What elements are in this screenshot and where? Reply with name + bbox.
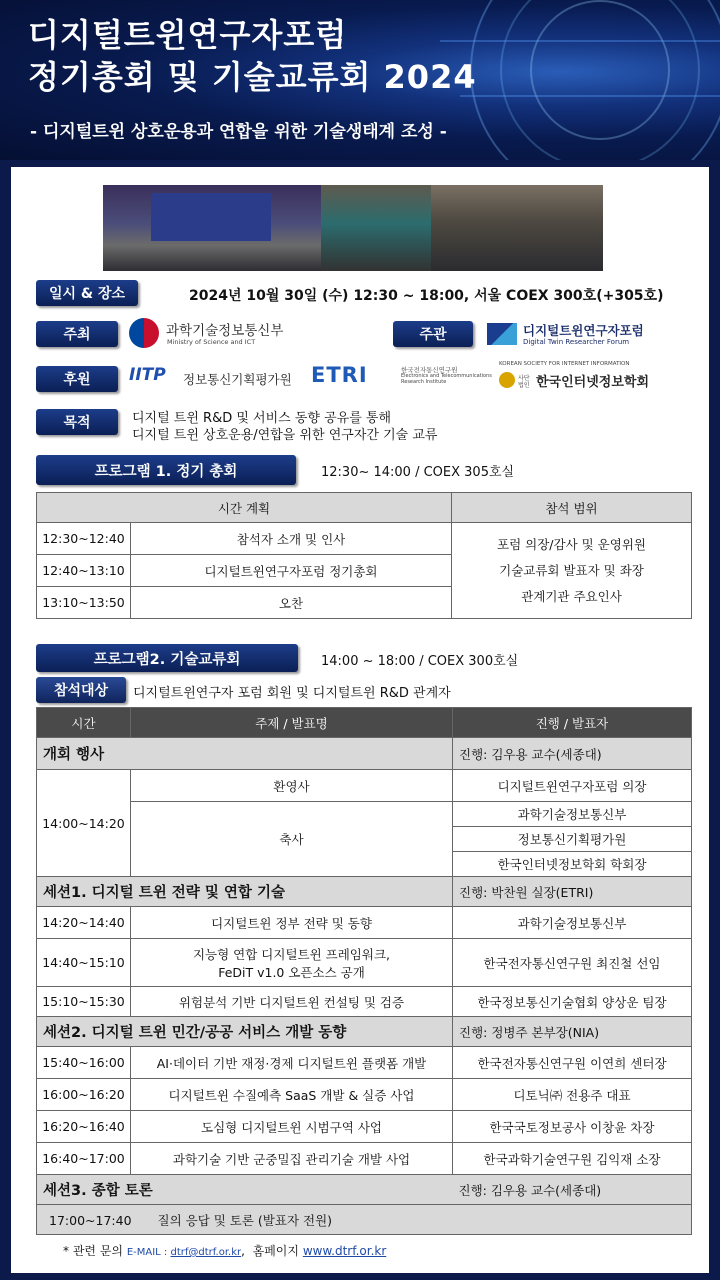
host-org: 과학기술정보통신부 bbox=[166, 323, 284, 339]
table-row bbox=[37, 1143, 692, 1175]
purpose-line-1: 디지털 트윈 R&D 및 서비스 동향 공유를 통해 bbox=[132, 411, 392, 426]
footer-contact bbox=[63, 1242, 386, 1259]
table-row bbox=[37, 523, 692, 555]
host-label: 주최 bbox=[36, 321, 118, 347]
section-title: 세션3. 종합 토론 bbox=[37, 1175, 453, 1205]
row-time: 16:40~17:00 bbox=[37, 1143, 131, 1175]
row-presenter: 한국국토정보공사 이창윤 차장 bbox=[453, 1111, 692, 1143]
program2-label: 프로그램2. 기술교류회 bbox=[36, 644, 298, 672]
row-presenter: 한국전자통신연구원 최진철 선임 bbox=[453, 939, 692, 987]
content-card bbox=[8, 164, 712, 1276]
row-presenter: 한국정보통신기술협회 양상운 팀장 bbox=[453, 987, 692, 1017]
row-time: 14:00~14:20 bbox=[37, 770, 131, 877]
row-time: 13:10~13:50 bbox=[37, 587, 131, 619]
etri-logo-icon: ETRI bbox=[311, 363, 368, 387]
row-presenter: 디지털트윈연구자포럼 의장 bbox=[453, 770, 692, 802]
header-banner bbox=[0, 0, 720, 160]
table-row bbox=[37, 770, 692, 802]
col-attendance: 참석 범위 bbox=[452, 493, 692, 523]
row-item: 참석자 소개 및 인사 bbox=[131, 523, 452, 555]
footer-prefix: * 관련 문의 bbox=[63, 1244, 123, 1258]
row-topic: 위험분석 기반 디지털트윈 컨설팅 및 검증 bbox=[131, 987, 453, 1017]
msit-logo-icon bbox=[129, 318, 159, 348]
email-link[interactable]: dtrf@dtrf.or.kr bbox=[170, 1247, 242, 1258]
table-row bbox=[37, 987, 692, 1017]
row-closing bbox=[37, 1205, 692, 1235]
section-row-2 bbox=[37, 1017, 692, 1047]
col-time-plan: 시간 계획 bbox=[37, 493, 452, 523]
program1-label: 프로그램 1. 정기 총회 bbox=[36, 455, 296, 485]
program1-time: 12:30~ 14:00 / COEX 305호실 bbox=[321, 465, 515, 480]
row-time: 15:40~16:00 bbox=[37, 1047, 131, 1079]
row-topic: 과학기술 기반 군중밀집 관리기술 개발 사업 bbox=[131, 1143, 453, 1175]
row-time: 14:20~14:40 bbox=[37, 907, 131, 939]
program2-table bbox=[36, 707, 692, 1235]
host-org-en: Ministry of Science and ICT bbox=[167, 338, 256, 346]
row-time: 16:00~16:20 bbox=[37, 1079, 131, 1111]
program1-table bbox=[36, 492, 692, 619]
row-presenter: 디토닉㈜ 전용주 대표 bbox=[453, 1079, 692, 1111]
homepage-label: 홈페이지 bbox=[252, 1244, 299, 1258]
date-value: 2024년 10월 30일 (수) 12:30 ~ 18:00, 서울 COEX 300호(+305호) bbox=[189, 288, 664, 304]
sponsor-label: 후원 bbox=[36, 366, 118, 392]
decor-ring bbox=[530, 0, 670, 140]
section-title: 개회 행사 bbox=[37, 738, 453, 770]
page-subtitle: - 디지털트윈 상호운용과 연합을 위한 기술생태계 조성 - bbox=[30, 122, 447, 142]
row-presenter: 과학기술정보통신부 bbox=[453, 802, 692, 827]
purpose-label: 목적 bbox=[36, 409, 118, 435]
event-photos bbox=[103, 185, 603, 271]
row-topic: 환영사 bbox=[131, 770, 453, 802]
sponsor-iitp: 정보통신기획평가원 bbox=[183, 372, 292, 387]
event-photo-stage bbox=[321, 185, 431, 271]
row-time: 15:10~15:30 bbox=[37, 987, 131, 1017]
row-time: 17:00~17:40 bbox=[49, 1212, 132, 1228]
iitp-logo-icon: IITP bbox=[129, 365, 166, 385]
target-value: 디지털트윈연구자 포럼 회원 및 디지털트윈 R&D 관계자 bbox=[133, 686, 451, 701]
decor-line bbox=[440, 40, 720, 42]
ksii-logo-icon bbox=[499, 372, 515, 388]
section-row-1 bbox=[37, 877, 692, 907]
sponsor-etri-line2: Electronics and Telecommunications bbox=[401, 373, 492, 379]
row-topic: 질의 응답 및 토론 (발표자 전원) bbox=[157, 1212, 333, 1228]
col-topic: 주제 / 발표명 bbox=[131, 708, 453, 738]
row-topic: 도심형 디지털트윈 시범구역 사업 bbox=[131, 1111, 453, 1143]
attend-line: 관계기관 주요인사 bbox=[521, 588, 622, 604]
sponsor-ksii: 한국인터넷정보학회 bbox=[536, 375, 650, 390]
sponsor-etri-line1: 한국전자통신연구원 bbox=[401, 366, 458, 374]
section-host: 진행: 김우용 교수(세종대) bbox=[453, 1175, 692, 1205]
purpose-line-2: 디지털 트윈 상호운용/연합을 위한 연구자간 기술 교류 bbox=[132, 428, 438, 443]
email-label: E-MAIL : bbox=[126, 1247, 171, 1258]
row-time: 12:40~13:10 bbox=[37, 555, 131, 587]
date-label: 일시 & 장소 bbox=[36, 280, 138, 306]
col-presenter: 진행 / 발표자 bbox=[453, 708, 692, 738]
table-row bbox=[37, 1079, 692, 1111]
section-row-3 bbox=[37, 1175, 692, 1205]
section-title: 세션1. 디지털 트윈 전략 및 연합 기술 bbox=[37, 877, 453, 907]
topic-line: 지능형 연합 디지털트윈 프레임워크, bbox=[192, 946, 391, 962]
row-topic: 디지털트윈 수질예측 SaaS 개발 & 실증 사업 bbox=[131, 1079, 453, 1111]
title-line-2: 정기총회 및 기술교류회 2024 bbox=[28, 58, 477, 96]
sponsor-ksii-en: KOREAN SOCIETY FOR INTERNET INFORMATION bbox=[499, 361, 630, 367]
table-row bbox=[37, 907, 692, 939]
organizer-label: 주관 bbox=[393, 321, 473, 347]
section-host: 진행: 김우용 교수(세종대) bbox=[453, 738, 692, 770]
event-photo-group bbox=[103, 185, 321, 271]
table-row bbox=[37, 939, 692, 987]
row-time: 16:20~16:40 bbox=[37, 1111, 131, 1143]
row-presenter: 과학기술정보통신부 bbox=[453, 907, 692, 939]
row-time: 12:30~12:40 bbox=[37, 523, 131, 555]
sponsor-ksii-prefix: 사단법인 bbox=[518, 375, 530, 389]
title-line-1: 디지털트윈연구자포럼 bbox=[28, 16, 348, 54]
row-presenter: 한국전자통신연구원 이연희 센터장 bbox=[453, 1047, 692, 1079]
row-topic: 축사 bbox=[131, 802, 453, 877]
table-row bbox=[37, 1047, 692, 1079]
target-label: 참석대상 bbox=[36, 677, 126, 703]
dtrf-logo-icon bbox=[487, 323, 517, 345]
col-time: 시간 bbox=[37, 708, 131, 738]
section-row-opening bbox=[37, 738, 692, 770]
decor-line bbox=[460, 95, 720, 97]
footer-separator: , bbox=[241, 1244, 245, 1258]
table-row bbox=[37, 1111, 692, 1143]
homepage-link[interactable]: www.dtrf.or.kr bbox=[302, 1244, 387, 1258]
topic-line: FeDiT v1.0 오픈소스 공개 bbox=[218, 964, 365, 980]
row-item: 오찬 bbox=[131, 587, 452, 619]
row-topic: AI·데이터 기반 재정·경제 디지털트윈 플랫폼 개발 bbox=[131, 1047, 453, 1079]
event-photo-audience bbox=[431, 185, 603, 271]
program2-time: 14:00 ~ 18:00 / COEX 300호실 bbox=[321, 654, 519, 669]
table-row bbox=[37, 802, 692, 827]
row-presenter: 정보통신기획평가원 bbox=[453, 827, 692, 852]
section-title: 세션2. 디지털 트윈 민간/공공 서비스 개발 동향 bbox=[37, 1017, 453, 1047]
organizer-org: 디지털트윈연구자포럼 bbox=[523, 323, 644, 338]
table-row bbox=[37, 1205, 692, 1235]
row-time: 14:40~15:10 bbox=[37, 939, 131, 987]
attend-line: 기술교류회 발표자 및 좌장 bbox=[499, 562, 644, 578]
row-item: 디지털트윈연구자포럼 정기총회 bbox=[131, 555, 452, 587]
organizer-org-en: Digital Twin Researcher Forum bbox=[523, 338, 630, 346]
attendance-cell bbox=[452, 523, 692, 619]
row-presenter: 한국인터넷정보학회 학회장 bbox=[453, 852, 692, 877]
section-host: 진행: 정병주 본부장(NIA) bbox=[453, 1017, 692, 1047]
row-topic bbox=[131, 939, 453, 987]
page-title bbox=[28, 14, 477, 98]
row-presenter: 한국과학기술연구원 김익재 소장 bbox=[453, 1143, 692, 1175]
section-host: 진행: 박찬원 실장(ETRI) bbox=[453, 877, 692, 907]
row-topic: 디지털트윈 정부 전략 및 동향 bbox=[131, 907, 453, 939]
sponsor-etri-line3: Research Institute bbox=[401, 379, 447, 385]
attend-line: 포럼 의장/감사 및 운영위원 bbox=[497, 536, 646, 552]
